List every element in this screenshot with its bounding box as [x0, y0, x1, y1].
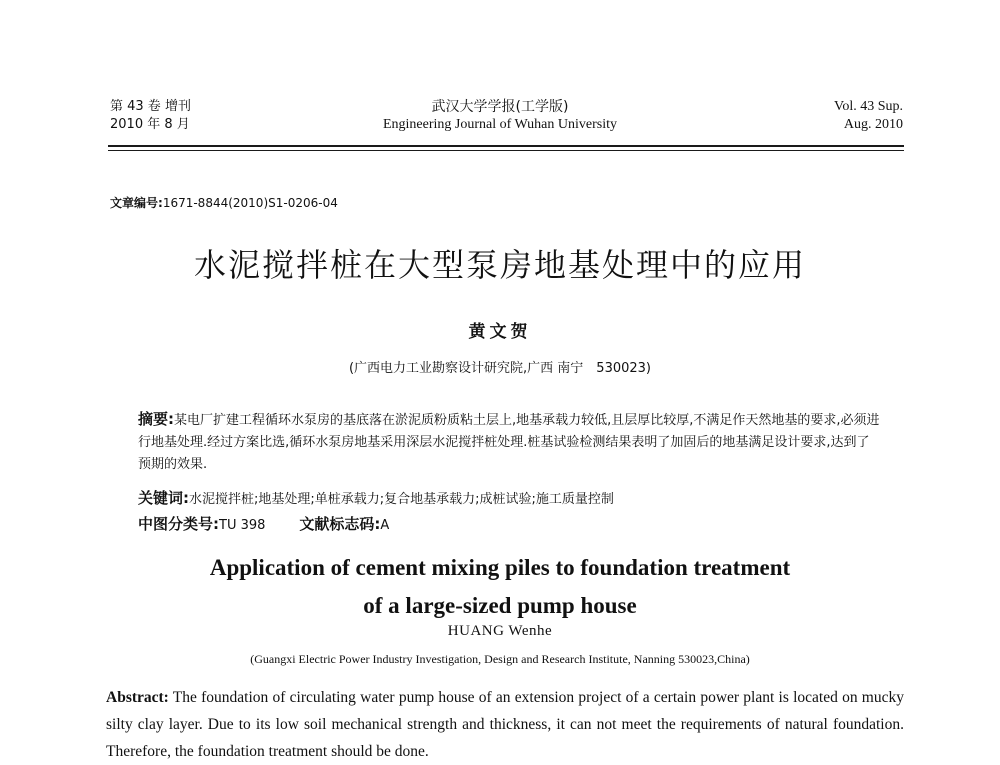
abstract-cn — [138, 408, 880, 476]
article-number-value: 1671-8844(2010)S1-0206-04 — [162, 196, 338, 210]
doc-code-label: 文献标志码: — [299, 515, 381, 533]
abstract-en-text: The foundation of circulating water pump house of an extension project of a certain power plant is located on mucky silty clay layer. Due to its low soil mechanical strength and thickness, it can not meet the requirements of natural foundation. Therefore, the foundation treatment should be done. — [106, 689, 904, 760]
classification-row — [138, 513, 389, 534]
journal-name-en: Engineering Journal of Wuhan University — [382, 117, 617, 132]
abstract-cn-text: 某电厂扩建工程循环水泵房的基底落在淤泥质粉质粘土层上,地基承载力较低,且层厚比较厚,不满足作天然地基的要求,必须进行地基处理.经过方案比选,循环水泵房地基采用深层水泥搅拌桩处理.桩基试验检测结果表明了加固后的地基满足设计要求,达到了预期的效果. — [138, 413, 880, 472]
affiliation-cn: (广西电力工业勘察设计研究院,广西 南宁 530023) — [348, 361, 652, 376]
author-name-en: HUANG Wenhe — [447, 623, 553, 639]
publication-date-en: Aug. 2010 — [843, 117, 903, 132]
clc-label: 中图分类号: — [138, 515, 219, 533]
keywords-cn — [138, 487, 880, 508]
publication-date-cn: 2010 年 8 月 — [110, 117, 190, 132]
journal-name-cn: 武汉大学学报(工学版) — [431, 99, 569, 115]
keywords-cn-text: 水泥搅拌桩;地基处理;单桩承载力;复合地基承载力;成桩试验;施工质量控制 — [189, 492, 614, 507]
article-number — [110, 194, 338, 211]
paper-title-en — [0, 549, 1000, 625]
abstract-en — [106, 684, 904, 765]
journal-volume-info-en — [834, 98, 903, 134]
paper-title-en-line1: Application of cement mixing piles to foundation treatment — [209, 555, 791, 580]
header-rule-thick — [108, 145, 904, 147]
author-name-cn: 黄文贺 — [468, 322, 532, 342]
paper-title-cn: 水泥搅拌桩在大型泵房地基处理中的应用 — [193, 246, 806, 284]
volume-issue: 第 43 卷 增刊 — [110, 99, 191, 114]
abstract-cn-label: 摘要: — [138, 410, 174, 428]
affiliation-en: (Guangxi Electric Power Industry Investigation, Design and Research Institute, Nanning 530023,China) — [250, 652, 750, 666]
paper-title-en-line2: of a large-sized pump house — [363, 593, 637, 618]
keywords-cn-label: 关键词: — [138, 489, 189, 507]
abstract-en-label: Abstract: — [106, 689, 169, 706]
header-rule-thin — [108, 150, 904, 151]
clc-value: TU 398 — [219, 518, 266, 533]
volume-supplement: Vol. 43 Sup. — [834, 99, 903, 114]
doc-code-value: A — [380, 518, 390, 533]
article-number-label: 文章编号: — [110, 196, 163, 210]
